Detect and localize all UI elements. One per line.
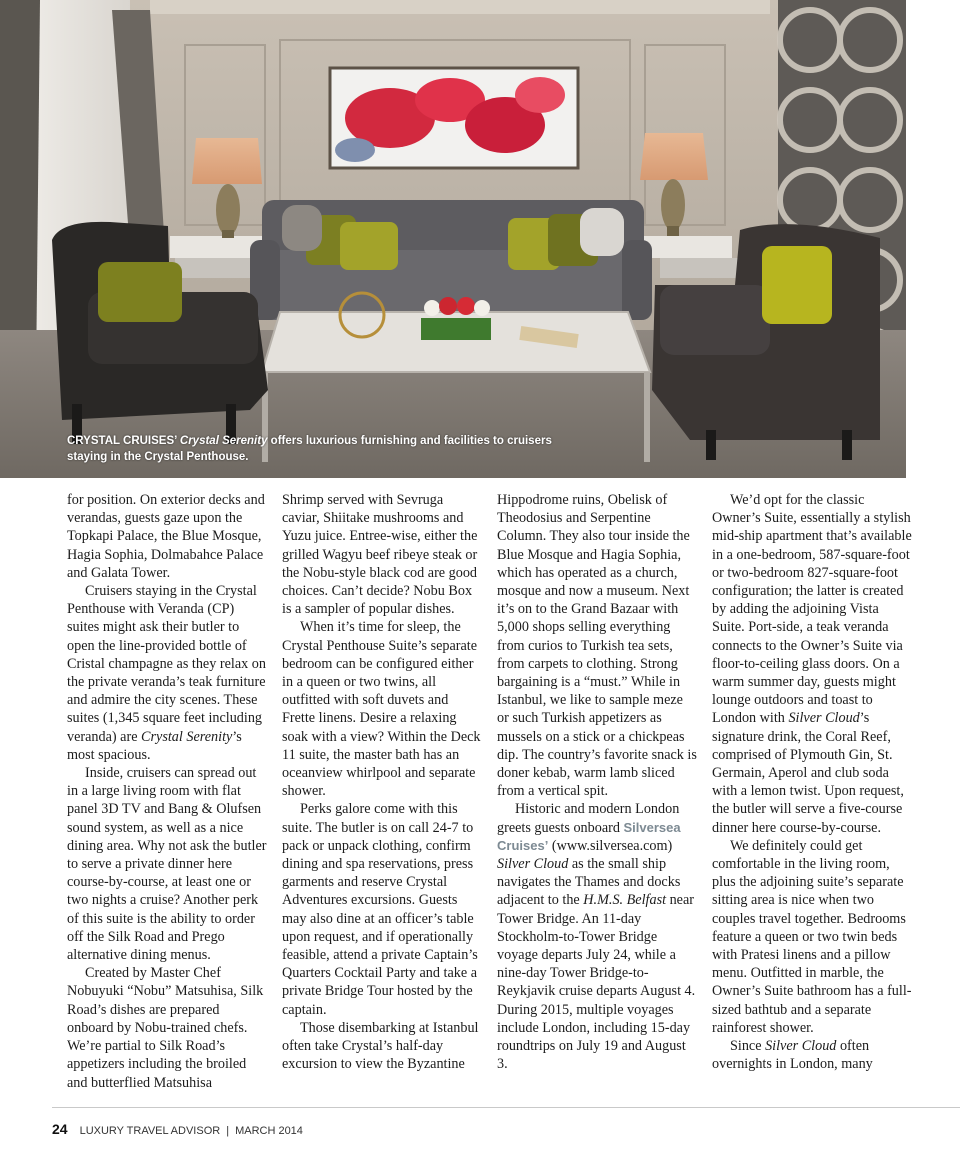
page-footer <box>52 1121 303 1137</box>
paragraph: Shrimp served with Sevruga caviar, Shiitake mushrooms and Yuzu juice. Entree-wise, either the grilled Wagyu beef ribeye steak or the Nobu-style black cod are good choices. Can’t decide? Nobu Box is a sampler of popular dishes. <box>282 492 478 618</box>
paragraph <box>712 1037 912 1073</box>
text-run: ’s most spacious. <box>67 728 242 763</box>
text-run: Cruisers staying in the Crystal Penthouse with Veranda (CP) suites might ask their butler to open the line-provided bottle of Cristal champagne as they relax on the private veranda’s teak furniture and admire the city scenes. These suites (1,345 square feet including veranda) are <box>67 583 266 745</box>
paragraph <box>67 582 267 764</box>
footer-separator: | <box>226 1125 230 1137</box>
text-run: We’d opt for the classic Owner’s Suite, essentially a stylish mid-ship apartment that’s available in a one-bedroom, 587-square-foot or two-bedroom 827-square-foot configuration; the latter is created by adding the adjoining Vista Suite. Port-side, a teak veranda connects to the Owner’s Suite via floor-to-ceiling glass doors. On a warm summer day, guests might lounge outdoors and toast to London with <box>712 492 912 727</box>
ship-name: Silver Cloud <box>497 856 569 873</box>
text-run: often overnights in London, many <box>712 1038 873 1073</box>
paragraph: We definitely could get comfortable in the living room, plus the adjoining suite’s separate sitting area is nice when two couples travel together. Bedrooms feature a queen or two twin beds with Pratesi linens and a pillow menu. Outfitted in marble, the Owner’s Suite bathroom has a full-sized bathtub and a separate rainforest shower. <box>712 837 912 1036</box>
paragraph: When it’s time for sleep, the Crystal Penthouse Suite’s separate bedroom can be configured either in a queen or two twins, all outfitted with soft duvets and Frette linens. Desire a relaxing soak with a view? Within the Deck 11 suite, the master bath has an oceanview whirlpool and separate shower. <box>282 619 481 800</box>
text-run: (www.silversea.com) <box>548 837 673 854</box>
article-column-4 <box>712 491 912 1074</box>
article-column-1 <box>67 491 267 1092</box>
text-run: ’s signature drink, the Coral Reef, comprised of Plymouth Gin, St. Germain, Aperol and club soda with a lemon twist. Upon request, the butler will serve a five-course dinner here course-by-course. <box>712 710 904 836</box>
page-number: 24 <box>52 1121 68 1137</box>
paragraph: Hippodrome ruins, Obelisk of Theodosius and Serpentine Column. They also tour inside the Blue Mosque and Hagia Sophia, which has operated as a church, mosque and now a museum. Next it’s on to the Grand Bazaar with 5,000 shops selling everything from curios to Turkish tea sets, from carpets to clothing. Strong bargaining is a “must.” While in Istanbul, we like to sample meze or such Turkish appetizers as mussels on a stick or a chickpeas dip. The country’s favorite snack is doner kebab, warm lamb sliced from a vertical spit. <box>497 492 697 800</box>
paragraph: Created by Master Chef Nobuyuki “Nobu” Matsuhisa, Silk Road’s dishes are prepared onboard by Nobu-trained chefs. We’re partial to Silk Road’s appetizers including the broiled and butterflied Matsuhisa <box>67 965 264 1091</box>
paragraph: Those disembarking at Istanbul often take Crystal’s half-day excursion to view the Byzantine <box>282 1019 479 1073</box>
paragraph: for position. On exterior decks and verandas, guests gaze upon the Topkapi Palace, the Blue Mosque, Hagia Sophia, Dolmabahce Palace and Galata Tower. <box>67 492 265 581</box>
ship-name: H.M.S. Belfast <box>583 892 667 909</box>
photo-caption <box>67 433 567 465</box>
text-run: Historic and modern London greets guests onboard <box>497 801 680 836</box>
caption-ship-name: Crystal Serenity <box>179 435 268 447</box>
living-room-illustration <box>0 0 906 478</box>
issue-date: MARCH 2014 <box>235 1125 303 1137</box>
publication-name: LUXURY TRAVEL ADVISOR <box>79 1125 221 1137</box>
ship-name: Crystal Serenity <box>141 728 233 745</box>
brand-name: Silversea Cruises’ <box>497 819 681 853</box>
caption-brand: CRYSTAL CRUISES’ <box>67 435 177 447</box>
paragraph <box>497 800 697 1073</box>
paragraph: Perks galore come with this suite. The butler is on call 24-7 to pack or unpack clothing, confirm dining and spa reservations, press garments and reserve Crystal Adventures excursions. Guests may also dine at an officer’s table upon request, and if operationally feasible, attend a private Captain’s Quarters Cocktail Party and take a private Bridge Tour hosted by the captain. <box>282 801 478 1018</box>
article-column-2 <box>282 491 482 1074</box>
article-column-3 <box>497 491 697 1074</box>
paragraph: Inside, cruisers can spread out in a large living room with flat panel 3D TV and Bang & Olufsen sound system, as well as a nice dining area. Why not ask the butler to serve a private dinner here course-by-course, at least one or two nights a cruise? Another perk of this suite is the ability to order off the Silk Road and Prego alternative dining menus. <box>67 765 267 964</box>
text-run: as the small ship navigates the Thames and docks adjacent to the <box>497 856 681 909</box>
suite-photo <box>0 0 906 478</box>
text-run: Since <box>730 1038 766 1055</box>
text-run: near Tower Bridge. An 11-day Stockholm-to-Tower Bridge voyage departs July 24, while a nine-day Tower Bridge-to-Reykjavik cruise departs August 4. During 2015, multiple voyages include London, including 15-day roundtrips on July 19 and August 3. <box>497 892 696 1073</box>
paragraph <box>712 491 912 837</box>
ship-name: Silver Cloud <box>765 1038 837 1055</box>
caption-text: offers luxurious furnishing and facilities to cruisers staying in the Crystal Penthouse. <box>67 435 552 463</box>
ship-name: Silver Cloud <box>788 710 860 727</box>
footer-divider <box>52 1107 960 1108</box>
